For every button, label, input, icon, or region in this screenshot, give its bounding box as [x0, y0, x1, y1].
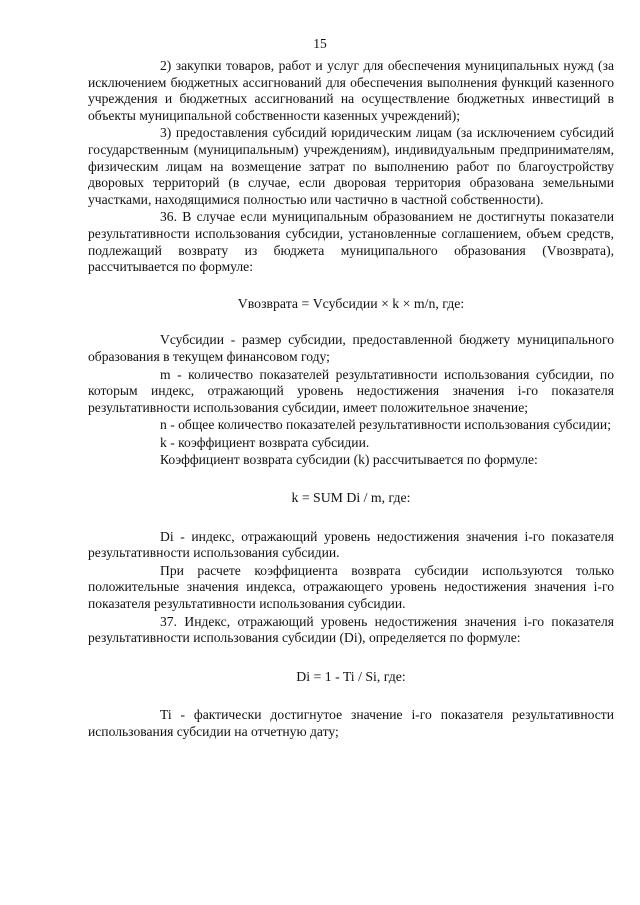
formula-di: Di = 1 - Ti / Si, где: — [296, 668, 406, 684]
definition-vsubsidii: Vсубсидии - размер субсидии, предоставленной бюджету муниципального образования в текущем финансовом году; — [88, 332, 614, 364]
paragraph-item-2: 2) закупки товаров, работ и услуг для обеспечения муниципальных нужд (за исключением бюджетных ассигнований для обеспечения выполнения функций казенного учреждения и бюджетных ассигнований на осуществление бюджетных инвестиций в объекты муниципальной собственности казенных учреждений); — [88, 58, 614, 123]
formula-return-volume: Vвозврата = Vсубсидии × k × m/n, где: — [237, 295, 465, 311]
paragraph-k-formula-intro: Коэффициент возврата субсидии (k) рассчитывается по формуле: — [160, 452, 538, 468]
page-number: 15 — [313, 36, 327, 51]
paragraph-36: 36. В случае если муниципальным образованием не достигнуты показатели результативности использования субсидии, установленные соглашением, объем средств, подлежащий возврату из бюджета муниципального образования (Vвозврата), рассчитывается по формуле: — [88, 209, 614, 275]
paragraph-item-3: 3) предоставления субсидий юридическим лицам (за исключением субсидий государственным (муниципальным) учреждениям), индивидуальным предпринимателям, физическим лицам на возмещение затрат по выполнению работ по благоустройству дворовых территорий (в случае, если дворовая территория образована земельными участками, находящимися полностью или частично в частной собственности). — [88, 125, 614, 207]
definition-ti: Ti - фактически достигнутое значение i-го показателя результативности использования субсидии на отчетную дату; — [88, 707, 614, 739]
document-body — [88, 58, 614, 742]
definition-di: Di - индекс, отражающий уровень недостижения значения i-го показателя результативности использования субсидии. — [88, 528, 614, 561]
paragraph-positive-values: При расчете коэффициента возврата субсидии используются только положительные значения индекса, отражающего уровень недостижения значения i-го показателя результативности использования субсидии. — [88, 562, 614, 612]
definition-k: k - коэффициент возврата субсидии. — [160, 434, 370, 450]
paragraph-37: 37. Индекс, отражающий уровень недостижения значения i-го показателя результативности использования субсидии (Di), определяется по формуле: — [88, 613, 614, 646]
definition-n: n - общее количество показателей результативности использования субсидии; — [160, 417, 611, 433]
formula-k: k = SUM Di / m, где: — [291, 490, 411, 506]
definition-m: m - количество показателей результативности использования субсидии, по которым индекс, отражающий уровень недостижения значения i-го показателя результативности использования субсидии, имеет положительное значение; — [88, 366, 614, 415]
